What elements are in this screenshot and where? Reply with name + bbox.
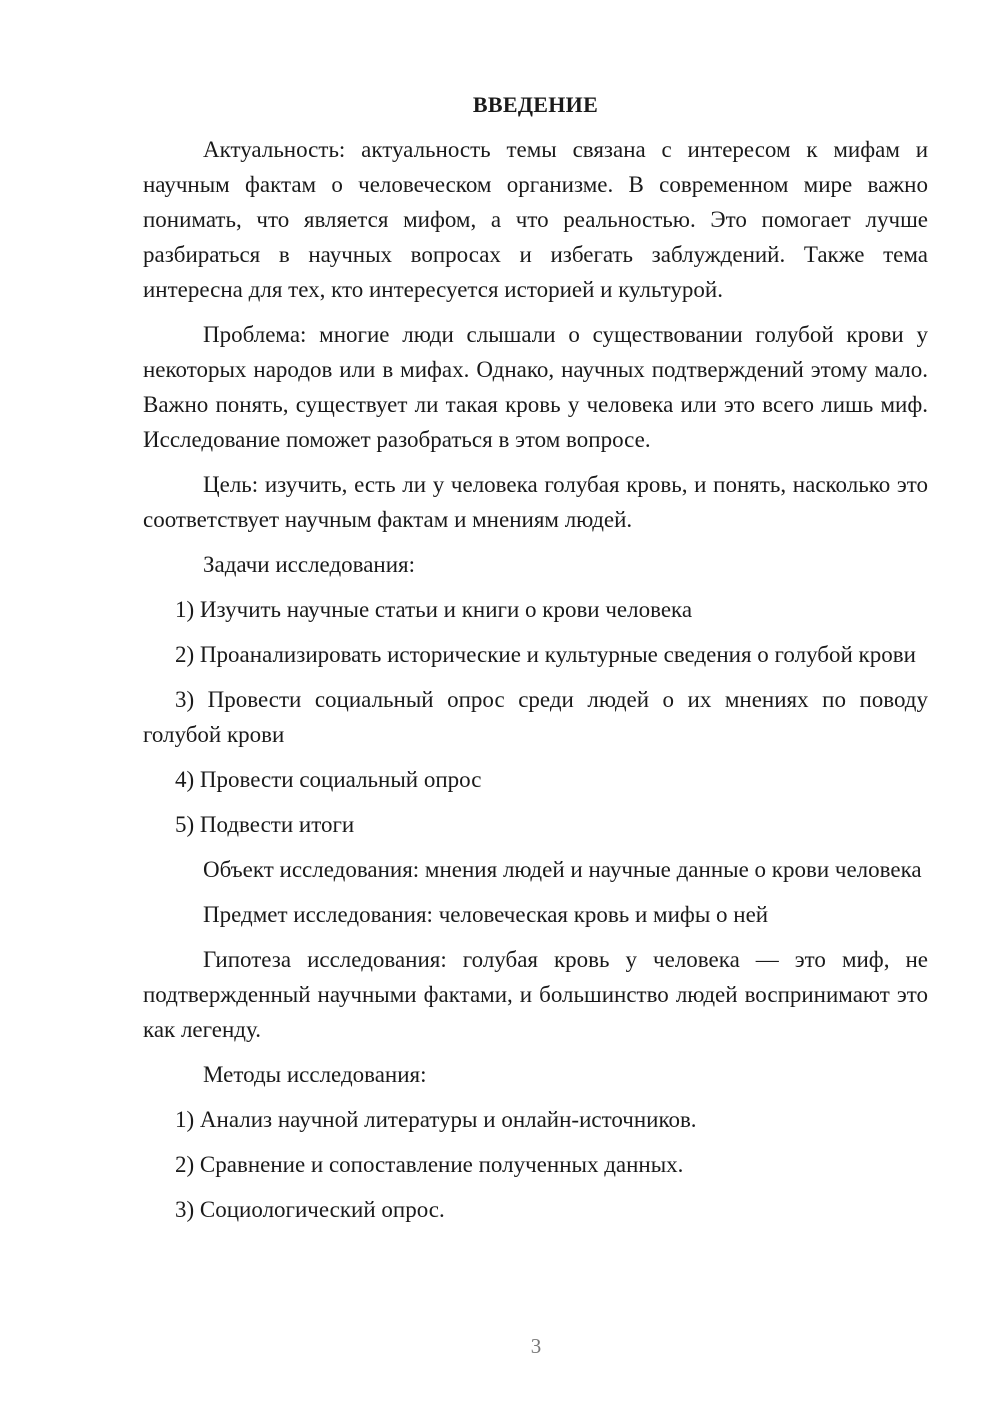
document-page xyxy=(143,90,928,1237)
task-item: 5) Подвести итоги xyxy=(175,812,355,837)
page-number: 3 xyxy=(530,1334,542,1358)
task-item: 1) Изучить научные статьи и книги о крови человека xyxy=(175,597,693,622)
relevance-paragraph: Актуальность: актуальность темы связана с интересом к мифам и научным фактам о человеческом организме. В современном мире важно понимать, что является мифом, а что реальностью. Это помогает лучше разбираться в научных вопросах и избегать заблуждений. Также тема интересна для тех, кто интересуется историей и культурой. xyxy=(143,137,928,302)
method-item: 3) Социологический опрос. xyxy=(175,1197,445,1222)
method-item: 1) Анализ научной литературы и онлайн-источников. xyxy=(175,1107,697,1132)
problem-paragraph: Проблема: многие люди слышали о существовании голубой крови у некоторых народов или в мифах. Однако, научных подтверждений этому мало. Важно понять, существует ли такая кровь у человека или это всего лишь миф. Исследование поможет разобраться в этом вопросе. xyxy=(143,322,928,452)
tasks-title: Задачи исследования: xyxy=(203,552,416,577)
object-paragraph: Объект исследования: мнения людей и научные данные о крови человека xyxy=(203,857,922,882)
task-item: 2) Проанализировать исторические и культурные сведения о голубой крови xyxy=(175,642,916,667)
task-item: 3) Провести социальный опрос среди людей о их мнениях по поводу голубой крови xyxy=(143,687,928,747)
task-item: 4) Провести социальный опрос xyxy=(175,767,482,792)
method-item: 2) Сравнение и сопоставление полученных данных. xyxy=(175,1152,684,1177)
hypothesis-paragraph: Гипотеза исследования: голубая кровь у человека — это миф, не подтвержденный научными фактами, и большинство людей воспринимают это как легенду. xyxy=(143,947,928,1042)
methods-title: Методы исследования: xyxy=(203,1062,427,1087)
page-title: ВВЕДЕНИЕ xyxy=(472,92,599,117)
goal-paragraph: Цель: изучить, есть ли у человека голубая кровь, и понять, насколько это соответствует научным фактам и мнениям людей. xyxy=(143,472,928,532)
subject-paragraph: Предмет исследования: человеческая кровь и мифы о ней xyxy=(203,902,769,927)
